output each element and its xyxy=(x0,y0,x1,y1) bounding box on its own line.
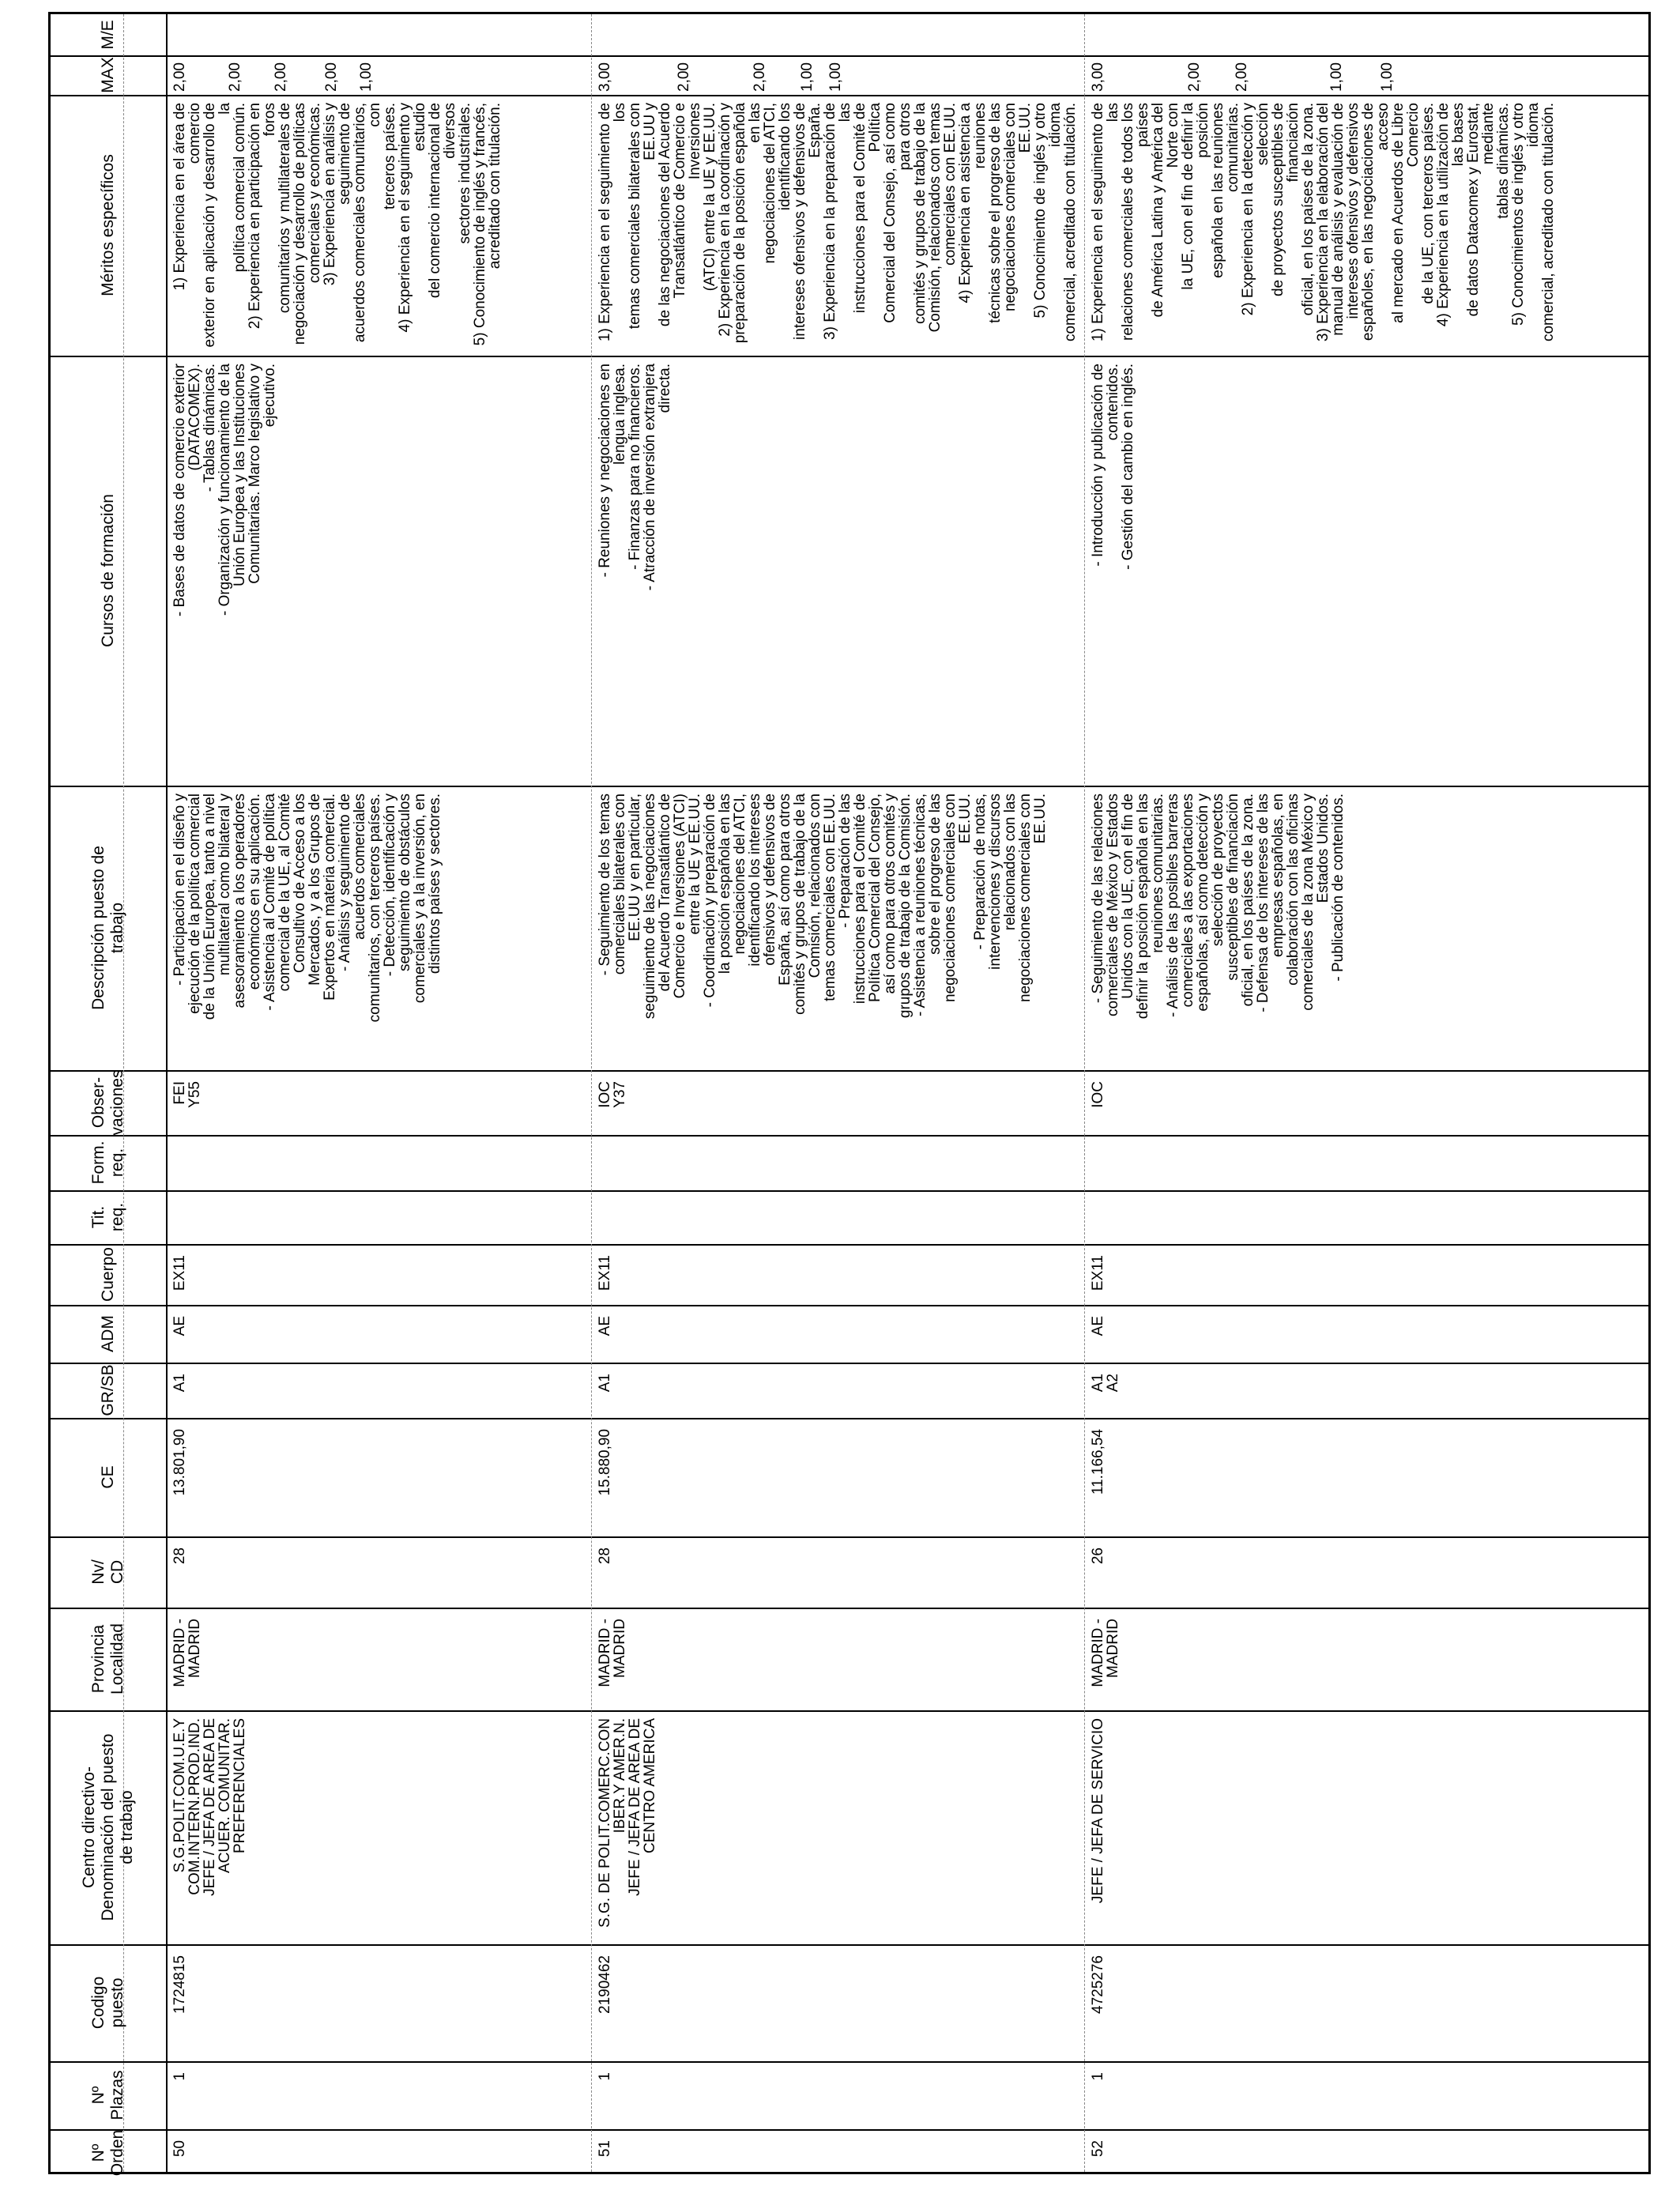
cell-meritos-text: 1) Experiencia en el seguimiento de los temas comerciales bilaterales con EE.UU y de las negociaciones del Acuerdo Transatlántico de Comercio e Inversiones (ATCI) entre la UE y EE.UU. 2) Experiencia en la coordinación y preparación de la posición española en las negociaciones del ATCI, identificando los intereses ofensivos y defensivos de España. 3) Experiencia en la preparación de las instrucciones para el Comité de Política Comercial del Consejo, así como para otros comités y grupos de trabajo de la Comisión, relacionados con temas comerciales con EE.UU. 4) Experiencia en asistencia a reuniones técnicas sobre el progreso de las negociaciones comerciales con EE.UU. 5) Conocimiento de inglés y otro idioma comercial, acreditado con titulación. xyxy=(597,103,1079,344)
row-divider xyxy=(51,95,1648,96)
max-score-text: 1,00 xyxy=(1379,62,1396,92)
max-score xyxy=(228,58,247,92)
cell-codigo xyxy=(1090,1949,1650,2056)
cell-nv-text: 28 xyxy=(171,1547,188,1565)
cell-ce xyxy=(1090,1423,1650,1532)
cell-meritos xyxy=(172,100,588,351)
row-divider xyxy=(51,1135,1648,1137)
cell-codigo-text: 4725276 xyxy=(1090,1955,1106,2014)
cell-provincia-text: MADRID - MADRID xyxy=(597,1619,628,1687)
cell-meritos-text: 1) Experiencia en el área de comercio exterior en aplicación y desarrollo de la política comercial común. 2) Experiencia en participación en foros comunitarios y multilaterales de negociación y desarrollo de políticas comerciales y económicas. 3) Experiencia en análisis y seguimiento de acuerdos comerciales comunitarios, con terceros países. 4) Experiencia en el seguimiento y estudio del comercio internacional de diversos sectores industriales. 5) Conocimiento de inglés y francés, acreditado con titulación. xyxy=(171,103,503,348)
cell-orden-text: 52 xyxy=(1090,2140,1106,2158)
row-divider xyxy=(51,1710,1648,1712)
row-divider xyxy=(51,55,1648,57)
max-score-text: 1,00 xyxy=(1328,62,1345,92)
cell-meritos xyxy=(1090,100,1650,351)
cell-nv xyxy=(1090,1541,1650,1603)
row-divider xyxy=(51,1363,1648,1364)
header-ce-text: CE xyxy=(99,1465,117,1489)
row-divider xyxy=(51,1244,1648,1246)
row-divider xyxy=(51,2129,1648,2131)
cell-cuerpo-text: EX11 xyxy=(1090,1255,1106,1291)
header-ce xyxy=(51,1418,166,1536)
header-nv xyxy=(51,1536,166,1608)
cell-plazas xyxy=(1090,2066,1650,2124)
max-score xyxy=(1234,58,1253,92)
cell-centro-text: S.G.POLIT.COM.U.E.Y COM.INTERN.PROD.IND. JEFE / JEFA DE AREA DE ACUER. COMUNITAR. PREFERENCIALES xyxy=(171,1718,248,1896)
header-grsb-text: GR/SB xyxy=(99,1364,117,1416)
row-divider xyxy=(51,786,1648,787)
header-cursos-text: Cursos de formación xyxy=(99,494,117,647)
cell-nv-text: 26 xyxy=(1090,1547,1106,1565)
cell-grsb xyxy=(172,1367,588,1413)
cell-provincia xyxy=(1090,1612,1650,1706)
cell-centro xyxy=(172,1715,588,1940)
max-score-text: 2,00 xyxy=(676,62,692,92)
cell-obs-text: FEI Y55 xyxy=(171,1081,203,1108)
cell-cuerpo-text: EX11 xyxy=(171,1255,188,1291)
cell-grsb-text: A1 xyxy=(597,1374,613,1393)
header-form xyxy=(51,1135,166,1190)
header-cuerpo-text: Cuerpo xyxy=(99,1247,117,1302)
max-score xyxy=(752,58,771,92)
cell-centro-text: S.G. DE POLIT.COMERC.CON IBER.Y AMER.N. JEFE / JEFA DE AREA DE CENTRO AMERICA xyxy=(597,1718,658,1928)
row-divider xyxy=(51,1190,1648,1192)
cell-orden xyxy=(172,2134,588,2172)
header-provincia xyxy=(51,1608,166,1710)
max-score-text: 2,00 xyxy=(1234,62,1250,92)
cell-obs-text: IOC xyxy=(1090,1081,1106,1108)
cell-ce-text: 11.166,54 xyxy=(1090,1429,1106,1495)
header-max-text: MAX xyxy=(99,57,117,93)
header-tit xyxy=(51,1190,166,1244)
cell-provincia-text: MADRID - MADRID xyxy=(171,1619,203,1687)
cell-descripcion-text: - Seguimiento de los temas comerciales bilaterales con EE.UU y en particular, seguimiento de las negociaciones del Acuerdo Transatlántico de Comercio e Inversiones (ATCI) entre la UE y EE.UU. - Coordinación y preparación de la posición española en las negociaciones del ATCI, identificando los intereses ofensivos y defensivos de España, así como para otros comités y grupos de trabajo de la Comisión, relacionados con temas comerciales con EE.UU. - Preparación de las instrucciones para el Comité de Política Comercial del Consejo, así como para otros comités y grupos de trabajo de la Comisión. - Asistencia a reuniones técnicas, sobre el progreso de las negociaciones comerciales con EE.UU. - Preparación de notas, intervenciones y discursos relacionados con las negociaciones comerciales con EE.UU. xyxy=(597,794,1049,1020)
header-meritos xyxy=(51,95,166,356)
cell-cursos xyxy=(1090,360,1650,781)
header-orden xyxy=(51,2129,166,2177)
cell-orden-text: 51 xyxy=(597,2140,613,2158)
header-descripcion xyxy=(51,786,166,1070)
cell-meritos xyxy=(597,100,1081,351)
cell-cursos xyxy=(172,360,588,781)
max-score-text: 2,00 xyxy=(1186,62,1203,92)
cell-cursos-text: - Introducción y publicación de contenidos. - Gestión del cambio en inglés. xyxy=(1090,364,1136,570)
max-score xyxy=(676,58,695,92)
row-divider xyxy=(51,356,1648,357)
max-score xyxy=(597,58,616,92)
cell-provincia-text: MADRID - MADRID xyxy=(1090,1619,1121,1687)
max-score-text: 1,00 xyxy=(827,62,844,92)
cell-cursos xyxy=(597,360,1081,781)
header-centro-text: Centro directivo- Denominación del puesto de trabajo xyxy=(80,1733,136,1921)
cell-adm xyxy=(1090,1310,1650,1358)
cell-orden xyxy=(1090,2134,1650,2172)
header-plazas xyxy=(51,2061,166,2129)
cell-cuerpo-text: EX11 xyxy=(597,1255,613,1291)
header-provincia-text: Provincia Localidad xyxy=(89,1623,126,1695)
cell-nv xyxy=(597,1541,1081,1603)
cell-meritos-text: 1) Experiencia en el seguimiento de las relaciones comerciales de todos los países de América Latina y América del Norte con la UE, con el fin de definir la posición española en las reuniones comunitarias. 2) Experiencia en la detección y selección de proyectos susceptibles de financiación oficial, en los países de la zona. 3) Experiencia en la elaboración del manual de análisis y evaluación de intereses ofensivos y defensivos españoles, en las negociaciones de acceso al mercado en Acuerdos de Libre Comercio de la UE, con terceros países. 4) Experiencia en la utilización de las bases de datos Datacomex y Eurostat, mediante tablas dinámicas. 5) Conocimientos de inglés y otro idioma comercial, acreditado con titulación. xyxy=(1090,103,1557,342)
header-me xyxy=(51,14,166,55)
header-codigo-text: Codigo puesto xyxy=(89,1976,126,2030)
cell-codigo xyxy=(597,1949,1081,2056)
header-adm-text: ADM xyxy=(99,1315,117,1352)
positions-table xyxy=(48,12,1651,2177)
cell-centro xyxy=(1090,1715,1650,1940)
row-divider xyxy=(51,2061,1648,2063)
cell-plazas-text: 1 xyxy=(597,2072,613,2081)
cell-obs xyxy=(597,1075,1081,1130)
header-orden-text: Nº Orden xyxy=(89,2129,126,2177)
cell-codigo-text: 1724815 xyxy=(171,1955,188,2014)
row-divider xyxy=(51,1418,1648,1419)
col-divider xyxy=(166,14,168,2172)
cell-adm-text: AE xyxy=(597,1316,613,1336)
max-score-text: 1,00 xyxy=(358,62,375,92)
header-form-text: Form. req. xyxy=(89,1140,126,1185)
cell-adm-text: AE xyxy=(1090,1316,1106,1336)
header-me-text: M/E xyxy=(99,20,117,50)
cell-centro-text: JEFE / JEFA DE SERVICIO xyxy=(1090,1718,1106,1904)
header-cuerpo xyxy=(51,1244,166,1305)
max-score-text: 3,00 xyxy=(1090,62,1106,92)
cell-descripcion xyxy=(1090,790,1650,1065)
col-divider xyxy=(1084,14,1085,2172)
cell-cursos-text: - Reuniones y negociaciones en lengua inglesa. - Finanzas para no financieros. - Atracción de inversión extranjera directa. xyxy=(597,364,673,591)
cell-grsb xyxy=(1090,1367,1650,1413)
header-adm xyxy=(51,1305,166,1363)
header-obs-text: Obser- vaciones xyxy=(89,1069,126,1136)
max-score-text: 2,00 xyxy=(227,62,243,92)
cell-adm xyxy=(597,1310,1081,1358)
max-score xyxy=(324,58,343,92)
max-score xyxy=(359,58,378,92)
cell-obs xyxy=(1090,1075,1650,1130)
cell-codigo-text: 2190462 xyxy=(597,1955,613,2014)
header-descripcion-text: Descripción puesto de trabajo xyxy=(89,846,126,1010)
cell-ce xyxy=(172,1423,588,1532)
cell-cuerpo xyxy=(1090,1249,1650,1300)
cell-ce-text: 13.801,90 xyxy=(171,1429,188,1496)
max-score-text: 1,00 xyxy=(799,62,816,92)
max-score xyxy=(1329,58,1348,92)
cell-plazas-text: 1 xyxy=(171,2072,188,2081)
max-score xyxy=(273,58,292,92)
cell-plazas xyxy=(172,2066,588,2124)
max-score-text: 2,00 xyxy=(323,62,340,92)
header-centro xyxy=(51,1710,166,1944)
cell-ce-text: 15.880,90 xyxy=(597,1429,613,1496)
cell-orden xyxy=(597,2134,1081,2172)
cell-grsb xyxy=(597,1367,1081,1413)
cell-provincia xyxy=(597,1612,1081,1706)
header-codigo xyxy=(51,1944,166,2061)
cell-descripcion-text: - Participación en el diseño y ejecución de la política comercial de la Unión Europea, tanto a nivel multilateral como bilateral y asesoramiento a los operadores económicos en su aplicación. - Asistencia al Comité de política comercial de la UE, al Comité Consultivo de Acceso a los Mercados, y a los Grupos de Expertos en materia comercial. - Análisis y seguimiento de acuerdos comerciales comunitarios, con terceros países. - Detección, identificación y seguimiento de obstáculos comerciales y a la inversión, en distintos países y sectores. xyxy=(171,794,443,1023)
max-score-text: 2,00 xyxy=(171,62,188,92)
header-obs xyxy=(51,1070,166,1135)
max-score-text: 2,00 xyxy=(751,62,768,92)
cell-codigo xyxy=(172,1949,588,2056)
cell-cuerpo xyxy=(172,1249,588,1300)
cell-ce xyxy=(597,1423,1081,1532)
row-divider xyxy=(51,1305,1648,1306)
header-max xyxy=(51,55,166,95)
cell-grsb-text: A1 A2 xyxy=(1090,1374,1121,1393)
col-divider xyxy=(591,14,592,2172)
max-score-text: 3,00 xyxy=(597,62,613,92)
cell-cuerpo xyxy=(597,1249,1081,1300)
row-divider xyxy=(51,1944,1648,1946)
max-score xyxy=(1187,58,1206,92)
max-score xyxy=(1090,58,1109,92)
max-score xyxy=(828,58,847,92)
header-cursos xyxy=(51,356,166,786)
cell-grsb-text: A1 xyxy=(171,1374,188,1393)
cell-provincia xyxy=(172,1612,588,1706)
header-tit-text: Tit. req. xyxy=(89,1202,126,1232)
row-divider xyxy=(51,1608,1648,1609)
max-score-text: 2,00 xyxy=(273,62,289,92)
cell-centro xyxy=(597,1715,1081,1940)
cell-obs xyxy=(172,1075,588,1130)
cell-adm-text: AE xyxy=(171,1316,188,1336)
row-divider xyxy=(51,1536,1648,1538)
max-score xyxy=(1380,58,1399,92)
max-score xyxy=(172,58,191,92)
header-nv-text: Nv/ CD xyxy=(89,1559,126,1585)
header-plazas-text: Nº Plazas xyxy=(89,2070,126,2120)
cell-obs-text: IOC Y37 xyxy=(597,1081,628,1108)
cell-adm xyxy=(172,1310,588,1358)
max-score xyxy=(800,58,819,92)
header-grsb xyxy=(51,1363,166,1418)
cell-nv xyxy=(172,1541,588,1603)
cell-plazas-text: 1 xyxy=(1090,2072,1106,2081)
cell-nv-text: 28 xyxy=(597,1547,613,1565)
cell-descripcion xyxy=(597,790,1081,1065)
cell-cursos-text: - Bases de datos de comercio exterior (DATACOMEX). - Tablas dinámicas. - Organización y funcionamiento de la Unión Europea y las Instituciones Comunitarias. Marco legislativo y ejecutivo. xyxy=(171,364,278,616)
cell-orden-text: 50 xyxy=(171,2140,188,2158)
cell-descripcion-text: - Seguimiento de las relaciones comerciales de México y Estados Unidos con la UE, con el fin de definir la posición española en las reuniones comunitarias. - Análisis de las posibles barreras comerciales a las exportaciones españolas, así como detección y selección de proyectos susceptibles de financiación oficial, en los países de la zona. - Defensa de los intereses de las empresas españolas, en colaboración con las oficinas comerciales de la zona México y Estados Unidos. - Publicación de contenidos. xyxy=(1090,794,1347,1020)
row-divider xyxy=(51,1070,1648,1072)
cell-descripcion xyxy=(172,790,588,1065)
header-meritos-text: Méritos específicos xyxy=(99,154,117,296)
cell-plazas xyxy=(597,2066,1081,2124)
